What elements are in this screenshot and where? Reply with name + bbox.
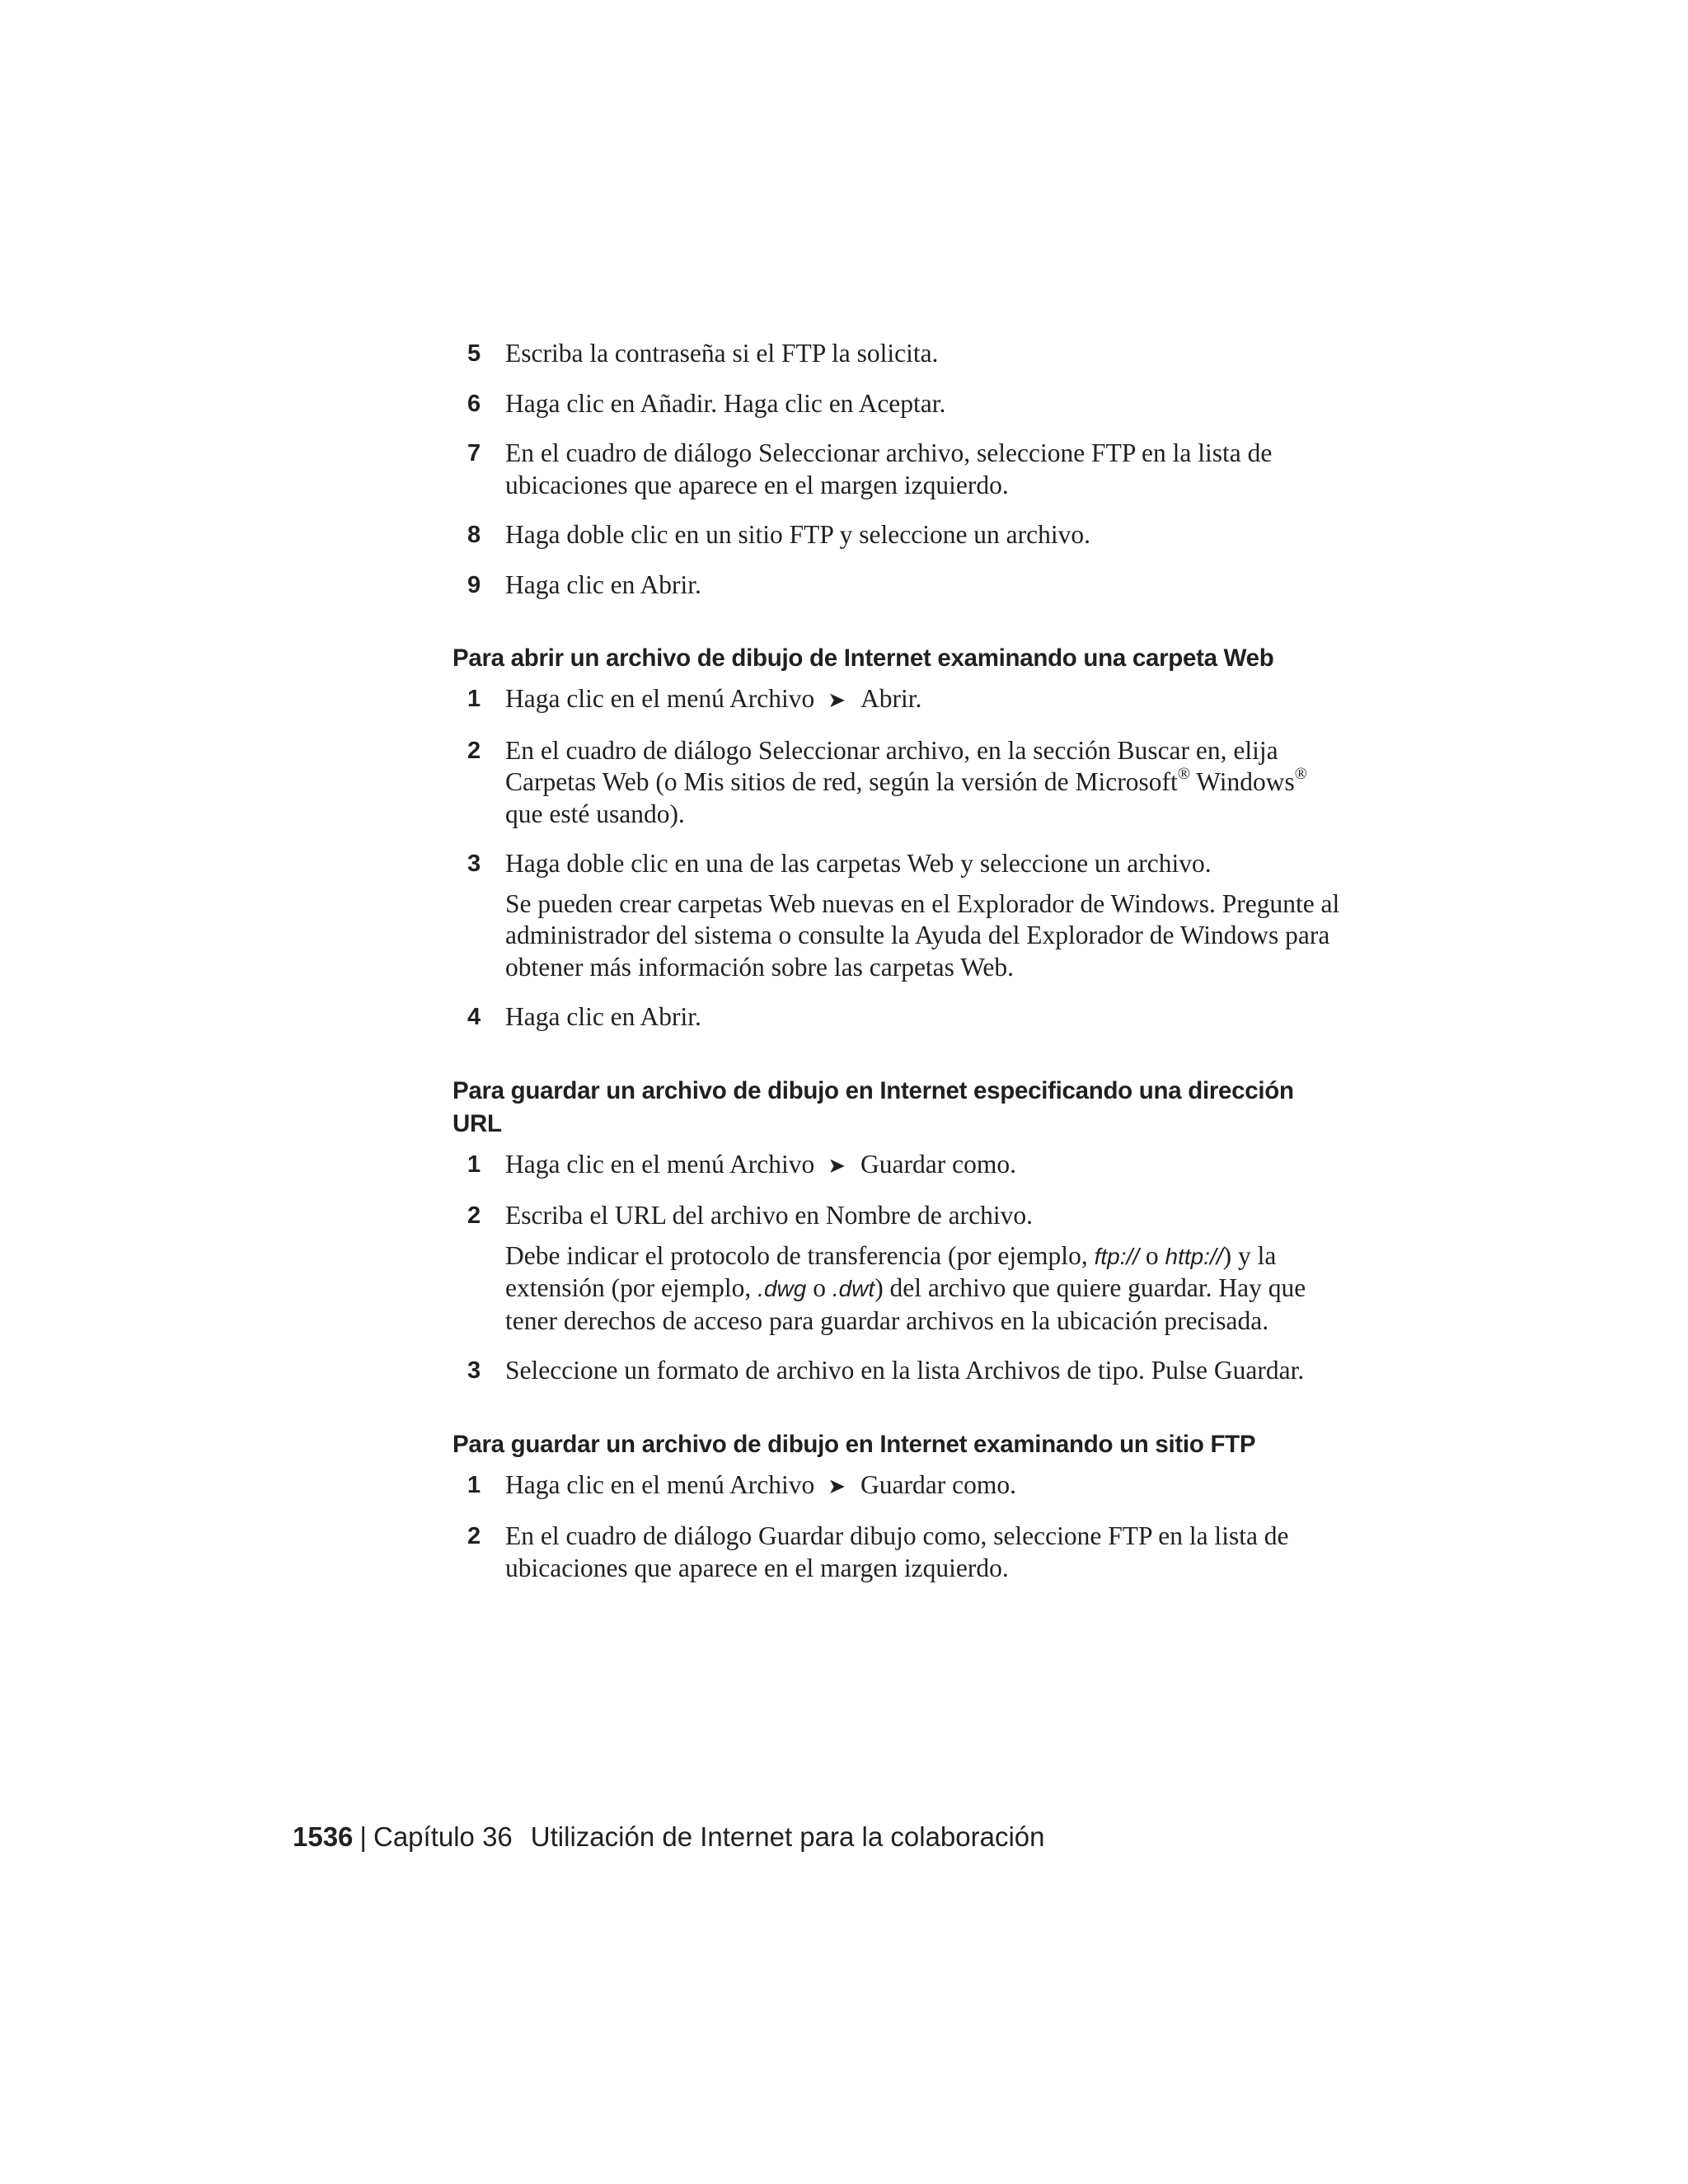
list-item <box>452 519 1343 551</box>
page-footer <box>293 1821 1045 1853</box>
list-item <box>452 1200 1343 1337</box>
note-text: o <box>1139 1240 1165 1270</box>
protocol-example: http:// <box>1165 1243 1223 1269</box>
step-number: 9 <box>467 571 481 598</box>
section-spacer <box>452 1405 1343 1428</box>
menu-arrow-icon: ➤ <box>828 1153 846 1179</box>
list-item <box>452 1001 1343 1033</box>
step-text: Haga clic en Abrir. <box>505 569 701 599</box>
step-text: Haga clic en Añadir. Haga clic en Aceptar. <box>505 388 946 418</box>
step-number: 2 <box>467 1202 481 1229</box>
list-item <box>452 388 1343 420</box>
section-open-web-folder <box>452 642 1343 1033</box>
section-heading: Para guardar un archivo de dibujo en Internet examinando un sitio FTP <box>452 1430 1256 1458</box>
step-number: 6 <box>467 390 481 417</box>
menu-item-text: Guardar como. <box>860 1469 1016 1499</box>
list-item <box>452 735 1343 831</box>
note-text: ) y la extensión (por ejemplo, <box>505 1240 1277 1302</box>
step-text: que esté usando). <box>505 799 685 828</box>
section-spacer <box>452 1052 1343 1075</box>
list-item <box>452 569 1343 602</box>
page-content <box>452 338 1343 1602</box>
step-number: 1 <box>467 1471 481 1498</box>
step-text: Haga doble clic en una de las carpetas Web y seleccione un archivo. <box>505 849 1212 878</box>
step-number: 2 <box>467 737 481 764</box>
chapter-label: Capítulo 36 <box>373 1821 513 1852</box>
list-item <box>452 848 1343 983</box>
step-text: Haga clic en Abrir. <box>505 1002 701 1031</box>
section-heading: Para abrir un archivo de dibujo de Internet examinando una carpeta Web <box>452 644 1274 672</box>
step-number: 1 <box>467 686 481 712</box>
step-text: Haga clic en el menú Archivo <box>505 1469 815 1499</box>
chapter-title: Utilización de Internet para la colaboración <box>530 1821 1045 1852</box>
note-text: ) del archivo que quiere guardar. Hay que tener derechos de acceso para guardar archivos en la ubicación precisada. <box>505 1273 1306 1335</box>
step-number: 3 <box>467 1357 481 1384</box>
note-text: o <box>806 1273 832 1302</box>
step-text: Escriba el URL del archivo en Nombre de archivo. <box>505 1201 1033 1230</box>
step-number: 4 <box>467 1004 481 1030</box>
step-number: 3 <box>467 851 481 877</box>
section-heading: Para guardar un archivo de dibujo en Internet especificando una dirección URL <box>452 1076 1294 1137</box>
protocol-example: ftp:// <box>1094 1243 1140 1269</box>
menu-arrow-icon: ➤ <box>828 1474 846 1499</box>
step-note <box>505 1240 1343 1338</box>
menu-item-text: Guardar como. <box>860 1149 1016 1179</box>
list-item <box>452 338 1343 370</box>
menu-item-text: Abrir. <box>860 684 922 713</box>
menu-arrow-icon: ➤ <box>828 688 846 713</box>
section-spacer <box>452 619 1343 642</box>
continued-steps <box>452 338 1343 601</box>
list-item <box>452 1469 1343 1503</box>
step-text: En el cuadro de diálogo Seleccionar archivo, seleccione FTP en la lista de ubicaciones que aparece en el margen izquierdo. <box>505 438 1273 499</box>
extension-example: .dwg <box>757 1276 807 1301</box>
step-text: Seleccione un formato de archivo en la lista Archivos de tipo. Pulse Guardar. <box>505 1356 1305 1385</box>
section-save-ftp <box>452 1428 1343 1585</box>
list-item <box>452 438 1343 501</box>
step-text: Haga clic en el menú Archivo <box>505 1149 815 1179</box>
step-text: Haga doble clic en un sitio FTP y seleccione un archivo. <box>505 520 1091 549</box>
step-text: Windows <box>1189 767 1295 796</box>
step-text: En el cuadro de diálogo Guardar dibujo como, seleccione FTP en la lista de ubicaciones que aparece en el margen izquierdo. <box>505 1521 1289 1582</box>
step-number: 8 <box>467 522 481 548</box>
footer-separator: | <box>359 1821 367 1852</box>
note-text: Debe indicar el protocolo de transferencia (por ejemplo, <box>505 1240 1095 1270</box>
extension-example: .dwt <box>832 1276 875 1301</box>
registered-mark: ® <box>1294 765 1307 783</box>
step-text: En el cuadro de diálogo Seleccionar archivo, en la sección Buscar en, elija Carpetas Web (o Mis sitios de red, según la versión de Microsoft <box>505 735 1278 796</box>
step-text: Haga clic en el menú Archivo <box>505 684 815 713</box>
step-text: Escriba la contraseña si el FTP la solicita. <box>505 339 939 368</box>
step-number: 1 <box>467 1151 481 1178</box>
step-number: 5 <box>467 340 481 367</box>
list-item <box>452 1355 1343 1387</box>
page-number: 1536 <box>293 1821 354 1852</box>
list-item <box>452 1521 1343 1584</box>
registered-mark: ® <box>1177 765 1190 783</box>
list-item <box>452 1149 1343 1183</box>
step-number: 2 <box>467 1523 481 1549</box>
list-item <box>452 683 1343 717</box>
step-number: 7 <box>467 440 481 466</box>
step-note: Se pueden crear carpetas Web nuevas en el Explorador de Windows. Pregunte al administrador del sistema o consulte la Ayuda del Explorador de Windows para obtener más información sobre las carpetas Web. <box>505 888 1340 982</box>
section-save-url <box>452 1075 1343 1387</box>
